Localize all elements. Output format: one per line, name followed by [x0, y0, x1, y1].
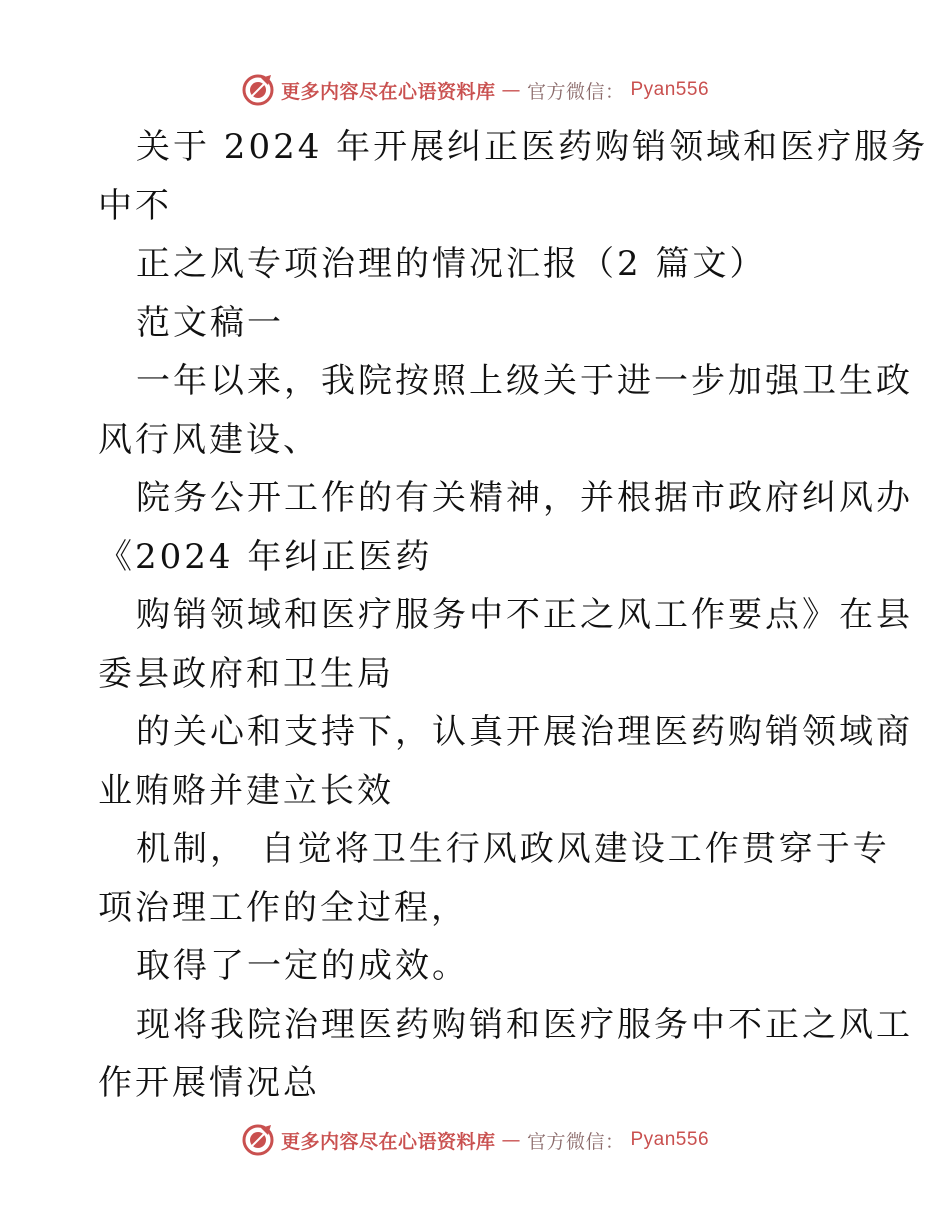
- text-line: 中不: [98, 185, 172, 226]
- text-line: 风行风建设、: [98, 419, 320, 460]
- watermark-dash: —: [501, 1129, 521, 1151]
- text-line: 关于 2024 年开展纠正医药购销领域和医疗服务: [136, 127, 929, 167]
- watermark-text: 更多内容尽在心语资料库: [280, 80, 496, 103]
- text-line: 现将我院治理医药购销和医疗服务中不正之风工: [136, 1004, 913, 1045]
- text-line: 机制， 自觉将卫生行风政风建设工作贯穿于专: [136, 829, 890, 869]
- watermark-dash: —: [501, 79, 521, 101]
- text-line: 《2024 年纠正医药: [98, 536, 433, 577]
- document-body: [98, 118, 929, 1113]
- text-line: 取得了一定的成效。: [136, 946, 469, 986]
- text-line: 项治理工作的全过程，: [98, 887, 468, 928]
- pen-logo-icon: [241, 1123, 275, 1157]
- text-line: 作开展情况总: [98, 1063, 320, 1103]
- watermark-text: 更多内容尽在心语资料库: [280, 1130, 496, 1153]
- text-line: 院务公开工作的有关精神，并根据市政府纠风办: [136, 478, 913, 518]
- text-line: 的关心和支持下，认真开展治理医药购销领域商: [136, 712, 913, 752]
- text-line: 范文稿一: [136, 302, 284, 343]
- watermark-wechat-id: Pyan556: [630, 79, 710, 100]
- watermark-label: 官方微信：: [526, 80, 625, 103]
- text-line: 一年以来，我院按照上级关于进一步加强卫生政: [136, 361, 913, 401]
- footer-watermark: [0, 1120, 950, 1160]
- watermark-label: 官方微信：: [526, 1130, 625, 1153]
- text-line: 正之风专项治理的情况汇报（2 篇文）: [136, 244, 767, 284]
- text-line: 委县政府和卫生局: [98, 653, 394, 694]
- header-watermark: [0, 70, 950, 110]
- text-line: 购销领域和医疗服务中不正之风工作要点》在县: [136, 595, 913, 635]
- pen-logo-icon: [241, 73, 275, 107]
- text-line: 业贿赂并建立长效: [98, 770, 394, 811]
- watermark-wechat-id: Pyan556: [630, 1129, 710, 1150]
